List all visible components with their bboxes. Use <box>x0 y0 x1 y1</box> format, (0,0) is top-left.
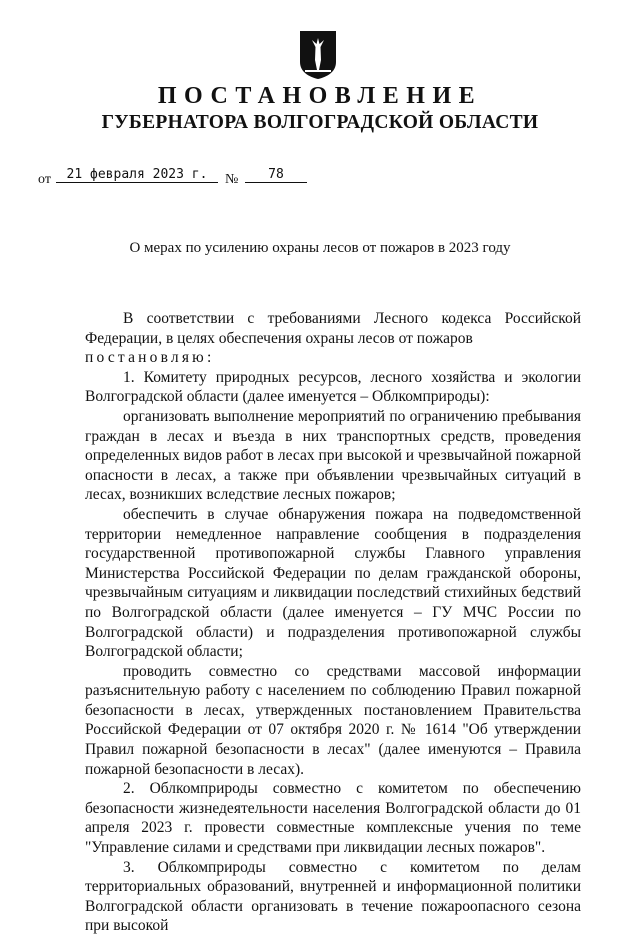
document-meta <box>0 167 640 189</box>
date-prefix: от <box>38 172 51 187</box>
clause-1-item-1: организовать выполнение мероприятий по ограничению пребывания граждан в лесах и въезда в них транспортных средств, проведения определенных видов работ в лесах при высокой и чрезвычайной пожарной опасности в лесах, а также при объявлении чрезвычайных ситуаций в лесах, возникших вследствие лесных пожаров; <box>85 407 581 504</box>
document-number: 78 <box>245 167 307 183</box>
clause-2: 2. Облкомприроды совместно с комитетом по обеспечению безопасности жизнедеятельности населения Волгоградской области до 01 апреля 2023 г. провести совместные комплексные учения по теме "Управление силами и средствами при ликвидации лесных пожаров". <box>85 780 581 857</box>
document-type-heading: ПОСТАНОВЛЕНИЕ <box>157 83 483 109</box>
resolution-word: постановляю: <box>85 349 215 367</box>
clause-1-item-2: обеспечить в случае обнаружения пожара на подведомственной территории немедленное направление сообщения в подразделения государственной противопожарной службы Главного управления Министерства Российской Федерации по делам гражданской обороны, чрезвычайным ситуациям и ликвидации последствий стихийных бедствий по Волгоградской области (далее именуется – ГУ МЧС России по Волгоградской области) и подразделения противопожарной службы Волгоградской области; <box>85 505 581 661</box>
clause-3: 3. Облкомприроды совместно с комитетом по делам территориальных образований, внутренней и информационной политики Волгоградской области организовать в течение пожароопасного сезона при высокой <box>85 858 581 935</box>
issuer-heading: ГУБЕРНАТОРА ВОЛГОГРАДСКОЙ ОБЛАСТИ <box>101 112 539 133</box>
preamble-paragraph: В соответствии с требованиями Лесного кодекса Российской Федерации, в целях обеспечения охраны лесов от пожаров <box>85 310 581 347</box>
clause-1-item-3: проводить совместно со средствами массовой информации разъяснительную работу с населением по соблюдению Правил пожарной безопасности в лесах, утвержденных постановлением Правительства Российской Федерации от 07 октября 2020 г. № 1614 "Об утверждении Правил пожарной безопасности в лесах" (далее именуются – Правила пожарной безопасности в лесах). <box>85 662 581 778</box>
document-date: 21 февраля 2023 г. <box>56 167 218 183</box>
document-title: О мерах по усилению охраны лесов от пожаров в 2023 году <box>129 240 511 256</box>
document-body <box>85 309 581 936</box>
clause-1: 1. Комитету природных ресурсов, лесного хозяйства и экологии Волгоградской области (далее именуется – Облкомприроды): <box>85 368 581 406</box>
number-prefix: № <box>225 172 239 187</box>
coat-of-arms-icon <box>299 30 337 80</box>
